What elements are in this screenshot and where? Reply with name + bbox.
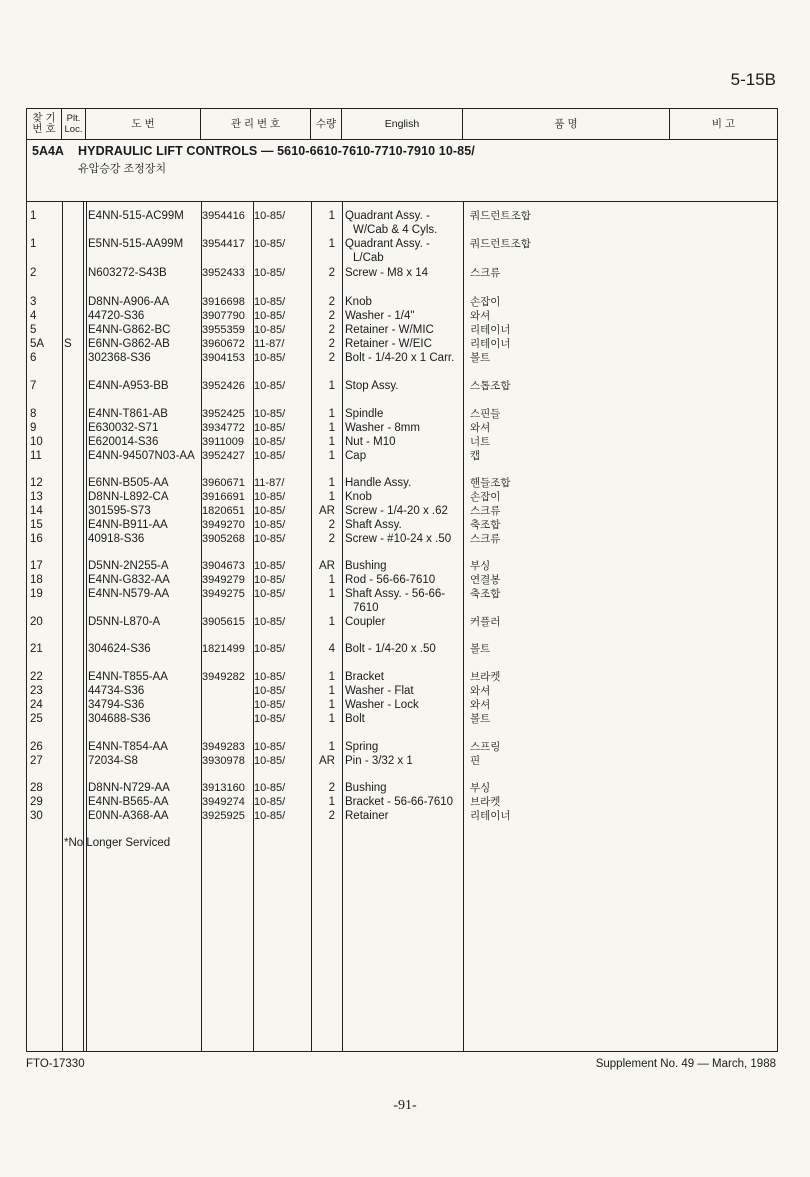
english-name: Cap [345,450,367,462]
serial-number: 3960671 [202,477,245,489]
korean-name: 너트 [470,436,491,448]
quantity: 1 [328,436,335,448]
serial-number: 3905615 [202,616,245,628]
korean-name: 핸들조합 [470,477,511,489]
item-number: 23 [30,685,43,697]
korean-name: 스핀들 [470,408,501,420]
serial-number: 3934772 [202,422,245,434]
item-number: 14 [30,505,43,517]
part-number: E4NN-T854-AA [88,741,168,753]
quantity: 1 [328,238,335,250]
english-name: Screw - 1/4-20 x .62 [345,505,448,517]
english-name-continued: W/Cab & 4 Cyls. [353,224,438,236]
korean-name: 리테이너 [470,338,511,350]
header-korean: 품 명 [463,109,670,139]
quantity: 1 [328,380,335,392]
serial-number: 3952427 [202,450,245,462]
quantity: AR [319,755,335,767]
date-code: 10-85/ [254,699,286,711]
date-code: 10-85/ [254,755,286,767]
date-code: 10-85/ [254,450,286,462]
item-number: 5A [30,338,45,350]
header-qty: 수량 [311,109,342,139]
korean-name: 스크류 [470,505,501,517]
english-name: Bolt - 1/4-20 x .50 [345,643,436,655]
date-code: 10-85/ [254,671,286,683]
quantity: 1 [328,616,335,628]
english-name: Washer - 8mm [345,422,420,434]
part-number: E4NN-94507N03-AA [88,450,195,462]
section-title-block [27,139,777,202]
date-code: 10-85/ [254,436,286,448]
quantity: 2 [328,296,335,308]
date-code: 10-85/ [254,643,286,655]
serial-number: 3949282 [202,671,245,683]
serial-number: 3952433 [202,267,245,279]
serial-number: 3954417 [202,238,245,250]
serial-number: 3907790 [202,310,245,322]
page-number: 5-15B [730,70,776,89]
item-number: 12 [30,477,43,489]
page-footer-number: -91- [393,1098,417,1113]
item-number: 27 [30,755,43,767]
date-code: 10-85/ [254,296,286,308]
item-number: 15 [30,519,43,531]
date-code: 10-85/ [254,505,286,517]
part-number: 304624-S36 [88,643,151,655]
item-number: 13 [30,491,43,503]
item-number: 21 [30,643,43,655]
korean-name: 볼트 [470,713,491,725]
part-number: E0NN-A368-AA [88,810,169,822]
quantity: 1 [328,741,335,753]
korean-name: 리테이너 [470,324,511,336]
item-number: 9 [30,422,37,434]
korean-name: 손잡이 [470,491,501,503]
item-number: 10 [30,436,43,448]
serial-number: 3925925 [202,810,245,822]
korean-name: 스크류 [470,533,501,545]
part-number: D8NN-A906-AA [88,296,170,308]
column-divider [342,201,343,1051]
english-name: Washer - 1/4" [345,310,415,322]
korean-name: 쿼드런트조합 [470,210,531,222]
date-code: 10-85/ [254,810,286,822]
part-number: D8NN-L892-CA [88,491,169,503]
quantity: 1 [328,210,335,222]
item-number: 4 [30,310,37,322]
english-name-continued: 7610 [353,602,379,614]
korean-name: 스톱조합 [470,380,511,392]
item-number: 18 [30,574,43,586]
column-divider [62,201,63,1051]
quantity: 1 [328,671,335,683]
quantity: 1 [328,796,335,808]
part-number: D5NN-2N255-A [88,560,169,572]
korean-name: 스프링 [470,741,501,753]
part-number: N603272-S43B [88,267,167,279]
item-number: 2 [30,267,37,279]
date-code: 10-85/ [254,685,286,697]
quantity: 2 [328,267,335,279]
korean-name: 축조합 [470,588,501,600]
serial-number: 3930978 [202,755,245,767]
quantity: 1 [328,588,335,600]
item-number: 28 [30,782,43,794]
table-header [27,109,777,140]
date-code: 10-85/ [254,574,286,586]
item-number: 3 [30,296,37,308]
quantity: 1 [328,491,335,503]
korean-name: 커플러 [470,616,501,628]
date-code: 10-85/ [254,310,286,322]
korean-name: 리테이너 [470,810,511,822]
date-code: 10-85/ [254,422,286,434]
part-number: 301595-S73 [88,505,151,517]
part-number: E4NN-G832-AA [88,574,170,586]
header-plt-loc: Plt. Loc. [62,109,86,139]
english-name: Screw - #10-24 x .50 [345,533,452,545]
english-name: Shaft Assy. [345,519,402,531]
date-code: 10-85/ [254,267,286,279]
item-number: 8 [30,408,37,420]
form-number: FTO-17330 [26,1058,85,1070]
english-name: Bracket - 56-66-7610 [345,796,454,808]
serial-number: 3949279 [202,574,245,586]
quantity: 4 [328,643,335,655]
serial-number: 3960672 [202,338,245,350]
serial-number: 3952426 [202,380,245,392]
korean-name: 스크류 [470,267,501,279]
column-divider [83,201,84,1051]
part-number: 44720-S36 [88,310,145,322]
date-code: 10-85/ [254,408,286,420]
quantity: 1 [328,477,335,489]
date-code: 10-85/ [254,713,286,725]
quantity: 2 [328,352,335,364]
english-name: Knob [345,296,372,308]
part-number: E630032-S71 [88,422,159,434]
english-name: Retainer - W/MIC [345,324,434,336]
date-code: 10-85/ [254,210,286,222]
item-number: 11 [30,450,42,462]
item-number: 29 [30,796,43,808]
date-code: 10-85/ [254,588,286,600]
korean-name: 볼트 [470,643,491,655]
item-number: 26 [30,741,43,753]
part-number: E6NN-G862-AB [88,338,170,350]
serial-number: 3911009 [202,436,245,448]
serial-number: 3913160 [202,782,245,794]
english-name: Pin - 3/32 x 1 [345,755,413,767]
quantity: AR [319,560,335,572]
header-remarks: 비 고 [711,117,736,130]
column-divider [463,201,464,1051]
korean-name: 와셔 [470,685,491,697]
serial-number: 3916698 [202,296,245,308]
korean-name: 연결봉 [470,574,501,586]
part-number: E4NN-515-AC99M [88,210,184,222]
part-number: E4NN-A953-BB [88,380,169,392]
korean-name: 볼트 [470,352,491,364]
date-code: 10-85/ [254,616,286,628]
korean-name: 쿼드런트조합 [470,238,531,250]
supplement-info: Supplement No. 49 — March, 1988 [595,1058,776,1070]
header-english: English [342,109,463,139]
serial-number: 3955359 [202,324,245,336]
quantity: 1 [328,574,335,586]
serial-number: 3949275 [202,588,245,600]
english-name: Bushing [345,782,387,794]
header-serial: 관 리 번 호 [201,109,311,139]
korean-name: 브라켓 [470,796,501,808]
english-name: Retainer [345,810,389,822]
part-number: E4NN-T855-AA [88,671,168,683]
item-number: 25 [30,713,43,725]
item-number: 1 [30,210,37,222]
header-item-no: 찾 기 번 호 [27,109,62,139]
date-code: 10-85/ [254,533,286,545]
english-name: Bracket [345,671,384,683]
quantity: 1 [328,450,335,462]
part-number: E620014-S36 [88,436,159,448]
korean-name: 와셔 [470,310,491,322]
quantity: 1 [328,713,335,725]
english-name: Nut - M10 [345,436,396,448]
header-part-no: 도 번 [86,109,201,139]
serial-number: 3949283 [202,741,245,753]
plt-loc: S [64,338,72,350]
english-name: Bolt [345,713,365,725]
quantity: 2 [328,324,335,336]
english-name: Shaft Assy. - 56-66- [345,588,446,600]
serial-number: 3904153 [202,352,245,364]
date-code: 10-85/ [254,491,286,503]
english-name: Quadrant Assy. - [345,210,430,222]
korean-name: 손잡이 [470,296,501,308]
part-number: D5NN-L870-A [88,616,161,628]
english-name-continued: L/Cab [353,252,384,264]
english-name: Washer - Lock [345,699,419,711]
english-name: Stop Assy. [345,380,399,392]
date-code: 10-85/ [254,519,286,531]
item-number: 19 [30,588,43,600]
part-number: E6NN-B505-AA [88,477,169,489]
part-number: 44734-S36 [88,685,145,697]
date-code: 10-85/ [254,352,286,364]
english-name: Spindle [345,408,384,420]
part-number: E5NN-515-AA99M [88,238,184,250]
serial-number: 3949270 [202,519,245,531]
english-name: Washer - Flat [345,685,414,697]
korean-name: 와셔 [470,422,491,434]
item-number: 22 [30,671,43,683]
column-divider [86,201,87,1051]
date-code: 11-87/ [254,338,285,350]
item-number: 17 [30,560,43,572]
korean-name: 부싱 [470,560,491,572]
section-title: HYDRAULIC LIFT CONTROLS — 5610-6610-7610-7710-7910 10-85/ [78,144,475,158]
item-number: 24 [30,699,43,711]
part-number: 72034-S8 [88,755,138,767]
serial-number: 3954416 [202,210,245,222]
serial-number: 3905268 [202,533,245,545]
part-number: E4NN-B911-AA [88,519,168,531]
serial-number: 3904673 [202,560,245,572]
serial-number: 3952425 [202,408,245,420]
part-number: D8NN-N729-AA [88,782,170,794]
date-code: 10-85/ [254,782,286,794]
quantity: 2 [328,338,335,350]
korean-name: 핀 [470,755,481,767]
english-name: Retainer - W/EIC [345,338,432,350]
date-code: 10-85/ [254,238,286,250]
part-number: E4NN-T861-AB [88,408,168,420]
korean-name: 와셔 [470,699,491,711]
part-number: E4NN-G862-BC [88,324,171,336]
quantity: 2 [328,310,335,322]
item-number: 6 [30,352,37,364]
item-number: 1 [30,238,37,250]
quantity: 1 [328,422,335,434]
quantity: 2 [328,810,335,822]
item-number: 7 [30,380,37,392]
english-name: Screw - M8 x 14 [345,267,429,279]
korean-name: 브라켓 [470,671,501,683]
english-name: Handle Assy. [345,477,412,489]
english-name: Spring [345,741,379,753]
date-code: 11-87/ [254,477,285,489]
quantity: 1 [328,685,335,697]
part-number: 302368-S36 [88,352,151,364]
parts-table [26,108,778,1052]
quantity: AR [319,505,335,517]
part-number: 34794-S36 [88,699,145,711]
serial-number: 1821499 [202,643,245,655]
item-number: 30 [30,810,43,822]
quantity: 2 [328,519,335,531]
quantity: 2 [328,533,335,545]
date-code: 10-85/ [254,324,286,336]
quantity: 1 [328,408,335,420]
quantity: 1 [328,699,335,711]
korean-name: 축조합 [470,519,501,531]
item-number: 16 [30,533,43,545]
part-number: E4NN-B565-AA [88,796,169,808]
item-number: 5 [30,324,37,336]
english-name: Knob [345,491,372,503]
part-number: 304688-S36 [88,713,151,725]
serial-number: 3916691 [202,491,245,503]
footnote: *No Longer Serviced [64,837,171,849]
date-code: 10-85/ [254,796,286,808]
english-name: Bushing [345,560,387,572]
date-code: 10-85/ [254,741,286,753]
section-korean-title: 유압승강 조정장치 [78,163,167,175]
english-name: Rod - 56-66-7610 [345,574,436,586]
serial-number: 1820651 [202,505,245,517]
item-number: 20 [30,616,43,628]
english-name: Bolt - 1/4-20 x 1 Carr. [345,352,455,364]
english-name: Quadrant Assy. - [345,238,430,250]
date-code: 10-85/ [254,380,286,392]
korean-name: 캡 [470,450,481,462]
section-code: 5A4A [32,144,64,158]
korean-name: 부싱 [470,782,491,794]
part-number: 40918-S36 [88,533,145,545]
date-code: 10-85/ [254,560,286,572]
quantity: 2 [328,782,335,794]
serial-number: 3949274 [202,796,245,808]
part-number: E4NN-N579-AA [88,588,170,600]
english-name: Coupler [345,616,386,628]
